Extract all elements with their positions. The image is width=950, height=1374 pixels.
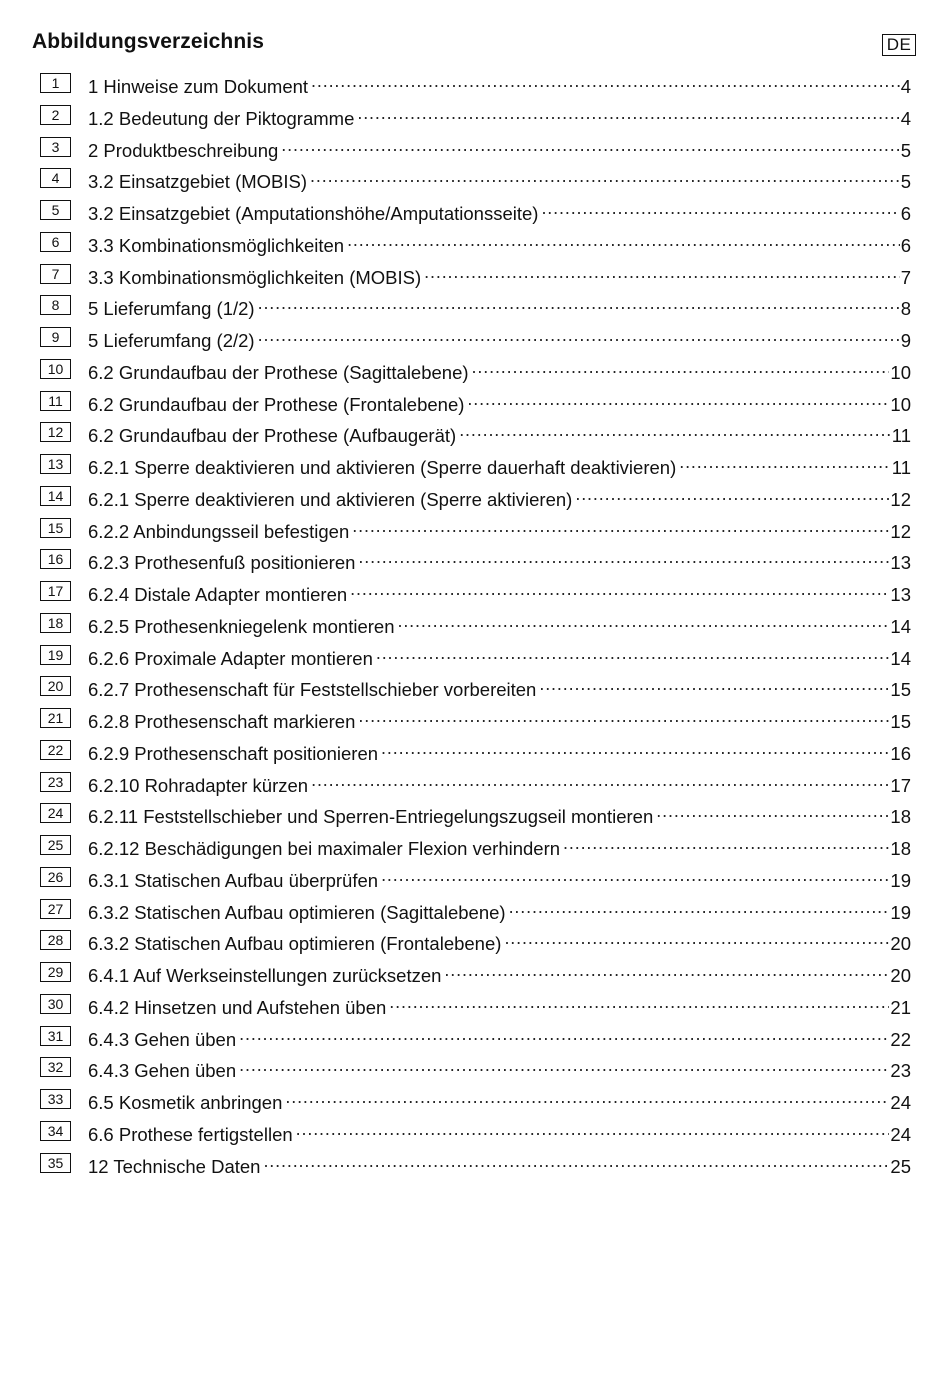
dot-leader bbox=[296, 1117, 890, 1141]
figure-list-item[interactable] bbox=[0, 479, 950, 511]
figure-number-box: 29 bbox=[40, 962, 71, 982]
page-number: 6 bbox=[900, 234, 911, 256]
figure-list-item[interactable] bbox=[0, 574, 950, 606]
figure-caption: 1 Hinweise zum Dokument bbox=[88, 76, 309, 97]
dot-leader bbox=[310, 164, 900, 188]
page-number: 12 bbox=[890, 520, 911, 542]
page-number: 4 bbox=[900, 107, 911, 129]
figure-caption: 1.2 Bedeutung der Piktogramme bbox=[88, 107, 355, 129]
figure-entry bbox=[88, 990, 911, 1020]
figure-entry bbox=[88, 164, 911, 194]
figure-caption: 6.3.2 Statischen Aufbau optimieren (Sagittalebene) bbox=[88, 901, 506, 923]
figure-list-item[interactable] bbox=[0, 987, 950, 1019]
figure-caption: 6.2.8 Prothesenschaft markieren bbox=[88, 711, 356, 732]
figure-list-item[interactable] bbox=[0, 511, 950, 543]
figure-list-item[interactable] bbox=[0, 384, 950, 416]
figure-number-box: 12 bbox=[40, 422, 71, 442]
figure-caption: 12 Technische Daten bbox=[88, 1155, 261, 1177]
page-number: 16 bbox=[890, 742, 911, 764]
dot-leader bbox=[459, 418, 891, 442]
page-number: 4 bbox=[900, 76, 911, 97]
figure-entry bbox=[88, 133, 911, 163]
figure-number-box: 5 bbox=[40, 200, 71, 220]
figure-caption: 2 Produktbeschreibung bbox=[88, 139, 279, 161]
dot-leader bbox=[347, 228, 900, 252]
figure-list-item[interactable] bbox=[0, 98, 950, 130]
dot-leader bbox=[239, 1053, 889, 1077]
figure-caption: 6.4.2 Hinsetzen und Aufstehen üben bbox=[88, 996, 387, 1018]
figure-entry bbox=[88, 1149, 911, 1179]
figure-caption: 6.2.10 Rohradapter kürzen bbox=[88, 774, 309, 796]
page-number: 25 bbox=[890, 1155, 911, 1177]
figure-caption: 3.3 Kombinationsmöglichkeiten (MOBIS) bbox=[88, 266, 422, 288]
figure-number-box: 13 bbox=[40, 454, 71, 474]
figure-entry bbox=[88, 514, 911, 544]
figure-entry bbox=[88, 482, 911, 512]
figure-list bbox=[0, 66, 950, 1177]
figure-entry bbox=[88, 1117, 911, 1147]
dot-leader bbox=[563, 831, 889, 855]
figure-number-box: 10 bbox=[40, 359, 71, 379]
page-number: 21 bbox=[890, 996, 911, 1018]
figure-entry bbox=[88, 323, 911, 353]
page-number: 5 bbox=[900, 139, 911, 161]
figure-caption: 5 Lieferumfang (1/2) bbox=[88, 298, 255, 320]
figure-list-item[interactable] bbox=[0, 669, 950, 701]
figure-caption: 3.2 Einsatzgebiet (MOBIS) bbox=[88, 171, 308, 193]
figure-list-item[interactable] bbox=[0, 288, 950, 320]
dot-leader bbox=[381, 863, 889, 887]
page-number: 13 bbox=[890, 584, 911, 605]
figure-entry bbox=[88, 450, 911, 480]
dot-leader bbox=[389, 990, 889, 1014]
page-number: 14 bbox=[890, 647, 911, 669]
figure-list-item[interactable] bbox=[0, 765, 950, 797]
page-number: 23 bbox=[890, 1060, 911, 1082]
figure-entry bbox=[88, 768, 911, 798]
page-number: 19 bbox=[890, 869, 911, 891]
dot-leader bbox=[656, 799, 889, 823]
figure-number-box: 19 bbox=[40, 645, 71, 665]
dot-leader bbox=[467, 387, 889, 411]
figure-number-box: 6 bbox=[40, 232, 71, 252]
figure-list-item[interactable] bbox=[0, 1114, 950, 1146]
dot-leader bbox=[311, 69, 900, 93]
figure-list-item[interactable] bbox=[0, 257, 950, 289]
page-number: 24 bbox=[890, 1092, 911, 1113]
figure-number-box: 16 bbox=[40, 549, 71, 569]
figure-number-box: 7 bbox=[40, 264, 71, 284]
page-number: 7 bbox=[900, 266, 911, 288]
dot-leader bbox=[358, 704, 889, 728]
dot-leader bbox=[504, 926, 889, 950]
figure-caption: 6.2.7 Prothesenschaft für Feststellschieber vorbereiten bbox=[88, 679, 537, 701]
page-number: 5 bbox=[900, 171, 911, 193]
dot-leader bbox=[352, 514, 889, 538]
figure-caption: 6.2.1 Sperre deaktivieren und aktivieren (Sperre dauerhaft deaktivieren) bbox=[88, 457, 677, 478]
dot-leader bbox=[679, 450, 891, 474]
dot-leader bbox=[539, 672, 889, 696]
figure-list-item[interactable] bbox=[0, 352, 950, 384]
figure-number-box: 33 bbox=[40, 1089, 71, 1109]
figure-caption: 6.3.2 Statischen Aufbau optimieren (Frontalebene) bbox=[88, 933, 502, 955]
figure-list-item[interactable] bbox=[0, 320, 950, 352]
figure-entry bbox=[88, 895, 911, 925]
page-number: 11 bbox=[891, 425, 911, 447]
figure-caption: 5 Lieferumfang (2/2) bbox=[88, 330, 255, 351]
page-number: 18 bbox=[890, 806, 911, 828]
figure-number-box: 11 bbox=[40, 391, 71, 411]
figure-number-box: 20 bbox=[40, 676, 71, 696]
figure-entry bbox=[88, 545, 911, 575]
figure-entry bbox=[88, 228, 911, 258]
dot-leader bbox=[472, 355, 890, 379]
figure-entry bbox=[88, 101, 911, 131]
page-number: 10 bbox=[890, 393, 911, 415]
figure-caption: 6.2 Grundaufbau der Prothese (Frontalebene) bbox=[88, 393, 465, 415]
dot-leader bbox=[575, 482, 889, 506]
figure-list-item[interactable] bbox=[0, 638, 950, 670]
figure-entry bbox=[88, 1053, 911, 1083]
figure-entry bbox=[88, 704, 911, 734]
page-number: 20 bbox=[890, 933, 911, 955]
figure-list-item[interactable] bbox=[0, 892, 950, 924]
figure-entry bbox=[88, 1085, 911, 1115]
figure-entry bbox=[88, 641, 911, 671]
figure-list-item[interactable] bbox=[0, 796, 950, 828]
figure-number-box: 18 bbox=[40, 613, 71, 633]
figure-entry bbox=[88, 609, 911, 639]
figure-number-box: 23 bbox=[40, 772, 71, 792]
figure-caption: 6.3.1 Statischen Aufbau überprüfen bbox=[88, 869, 379, 891]
figure-number-box: 25 bbox=[40, 835, 71, 855]
figure-number-box: 4 bbox=[40, 168, 71, 188]
page-number: 9 bbox=[900, 330, 911, 351]
dot-leader bbox=[376, 641, 890, 665]
figure-entry bbox=[88, 926, 911, 956]
figure-entry bbox=[88, 799, 911, 829]
figure-caption: 6.6 Prothese fertigstellen bbox=[88, 1123, 293, 1145]
dot-leader bbox=[350, 577, 889, 601]
page-number: 17 bbox=[890, 774, 911, 796]
dot-leader bbox=[358, 545, 889, 569]
figure-number-box: 17 bbox=[40, 581, 71, 601]
figure-list-item[interactable] bbox=[0, 923, 950, 955]
figure-list-item[interactable] bbox=[0, 1019, 950, 1051]
figure-caption: 3.3 Kombinationsmöglichkeiten bbox=[88, 234, 345, 256]
figure-caption: 6.2.12 Beschädigungen bei maximaler Flexion verhindern bbox=[88, 838, 561, 859]
figure-entry bbox=[88, 69, 911, 99]
page-number: 20 bbox=[890, 965, 911, 986]
dot-leader bbox=[311, 768, 889, 792]
page-number: 6 bbox=[900, 203, 911, 224]
figure-number-box: 15 bbox=[40, 518, 71, 538]
figure-list-item[interactable] bbox=[0, 701, 950, 733]
figure-entry bbox=[88, 291, 911, 321]
figure-entry bbox=[88, 863, 911, 893]
figure-list-item[interactable] bbox=[0, 828, 950, 860]
figure-number-box: 9 bbox=[40, 327, 71, 347]
figure-caption: 6.2.6 Proximale Adapter montieren bbox=[88, 647, 373, 669]
figure-entry bbox=[88, 1022, 911, 1052]
figure-caption: 6.5 Kosmetik anbringen bbox=[88, 1092, 283, 1113]
figure-list-item[interactable] bbox=[0, 66, 950, 98]
figure-caption: 3.2 Einsatzgebiet (Amputationshöhe/Amputationsseite) bbox=[88, 203, 539, 224]
figure-caption: 6.2 Grundaufbau der Prothese (Aufbaugerät) bbox=[88, 425, 457, 447]
figure-number-box: 34 bbox=[40, 1121, 71, 1141]
figure-list-item[interactable] bbox=[0, 1146, 950, 1178]
figure-entry bbox=[88, 355, 911, 385]
page-title: Abbildungsverzeichnis bbox=[32, 30, 264, 53]
figure-list-item[interactable] bbox=[0, 1050, 950, 1082]
figure-entry bbox=[88, 387, 911, 417]
page-number: 8 bbox=[900, 298, 911, 320]
figure-list-item[interactable] bbox=[0, 193, 950, 225]
figure-caption: 6.2.11 Feststellschieber und Sperren-Entriegelungszugseil montieren bbox=[88, 806, 654, 828]
page-number: 24 bbox=[890, 1123, 911, 1145]
page-number: 15 bbox=[890, 711, 911, 732]
figure-number-box: 21 bbox=[40, 708, 71, 728]
figure-list-item[interactable] bbox=[0, 860, 950, 892]
dot-leader bbox=[541, 196, 899, 220]
figure-number-box: 24 bbox=[40, 803, 71, 823]
figure-caption: 6.2.3 Prothesenfuß positionieren bbox=[88, 552, 356, 574]
figure-number-box: 2 bbox=[40, 105, 71, 125]
figure-caption: 6.4.1 Auf Werkseinstellungen zurücksetzen bbox=[88, 965, 442, 986]
figure-number-box: 8 bbox=[40, 295, 71, 315]
figure-list-item[interactable] bbox=[0, 606, 950, 638]
figure-entry bbox=[88, 672, 911, 702]
figure-caption: 6.2.9 Prothesenschaft positionieren bbox=[88, 742, 379, 764]
dot-leader bbox=[444, 958, 889, 982]
dot-leader bbox=[239, 1022, 889, 1046]
figure-entry bbox=[88, 958, 911, 988]
figure-list-item[interactable] bbox=[0, 161, 950, 193]
page-number: 18 bbox=[890, 838, 911, 859]
figure-list-item[interactable] bbox=[0, 1082, 950, 1114]
dot-leader bbox=[258, 291, 900, 315]
dot-leader bbox=[285, 1085, 889, 1109]
figure-number-box: 27 bbox=[40, 899, 71, 919]
dot-leader bbox=[397, 609, 889, 633]
figure-list-item[interactable] bbox=[0, 542, 950, 574]
page-number: 11 bbox=[891, 457, 911, 478]
page-number: 15 bbox=[890, 679, 911, 701]
figure-list-item[interactable] bbox=[0, 225, 950, 257]
figure-number-box: 31 bbox=[40, 1026, 71, 1046]
dot-leader bbox=[509, 895, 890, 919]
page-number: 22 bbox=[890, 1028, 911, 1050]
figure-entry bbox=[88, 736, 911, 766]
figure-caption: 6.2 Grundaufbau der Prothese (Sagittalebene) bbox=[88, 361, 469, 383]
dot-leader bbox=[424, 260, 900, 284]
figure-caption: 6.2.5 Prothesenkniegelenk montieren bbox=[88, 615, 395, 637]
figure-entry bbox=[88, 831, 911, 861]
figure-number-box: 30 bbox=[40, 994, 71, 1014]
figure-number-box: 22 bbox=[40, 740, 71, 760]
dot-leader bbox=[263, 1149, 889, 1173]
figure-list-item[interactable] bbox=[0, 955, 950, 987]
figure-entry bbox=[88, 418, 911, 448]
figure-entry bbox=[88, 577, 911, 607]
figure-number-box: 28 bbox=[40, 930, 71, 950]
figure-number-box: 1 bbox=[40, 73, 71, 93]
figure-caption: 6.4.3 Gehen üben bbox=[88, 1028, 237, 1050]
figure-caption: 6.2.1 Sperre deaktivieren und aktivieren (Sperre aktivieren) bbox=[88, 488, 573, 510]
page-number: 14 bbox=[890, 615, 911, 637]
figure-caption: 6.2.2 Anbindungsseil befestigen bbox=[88, 520, 350, 542]
figure-number-box: 32 bbox=[40, 1057, 71, 1077]
figure-list-item[interactable] bbox=[0, 130, 950, 162]
page-number: 13 bbox=[890, 552, 911, 574]
figure-number-box: 35 bbox=[40, 1153, 71, 1173]
figure-caption: 6.4.3 Gehen üben bbox=[88, 1060, 237, 1082]
figure-list-item[interactable] bbox=[0, 733, 950, 765]
language-badge: DE bbox=[882, 34, 916, 56]
page-number: 19 bbox=[890, 901, 911, 923]
figure-number-box: 3 bbox=[40, 137, 71, 157]
figure-number-box: 26 bbox=[40, 867, 71, 887]
dot-leader bbox=[381, 736, 889, 760]
dot-leader bbox=[357, 101, 899, 125]
figure-list-item[interactable] bbox=[0, 415, 950, 447]
dot-leader bbox=[281, 133, 899, 157]
dot-leader bbox=[258, 323, 900, 347]
figure-entry bbox=[88, 196, 911, 226]
figure-number-box: 14 bbox=[40, 486, 71, 506]
figure-caption: 6.2.4 Distale Adapter montieren bbox=[88, 584, 348, 605]
page-number: 12 bbox=[890, 488, 911, 510]
figure-entry bbox=[88, 260, 911, 290]
page-number: 10 bbox=[890, 361, 911, 383]
figure-list-item[interactable] bbox=[0, 447, 950, 479]
